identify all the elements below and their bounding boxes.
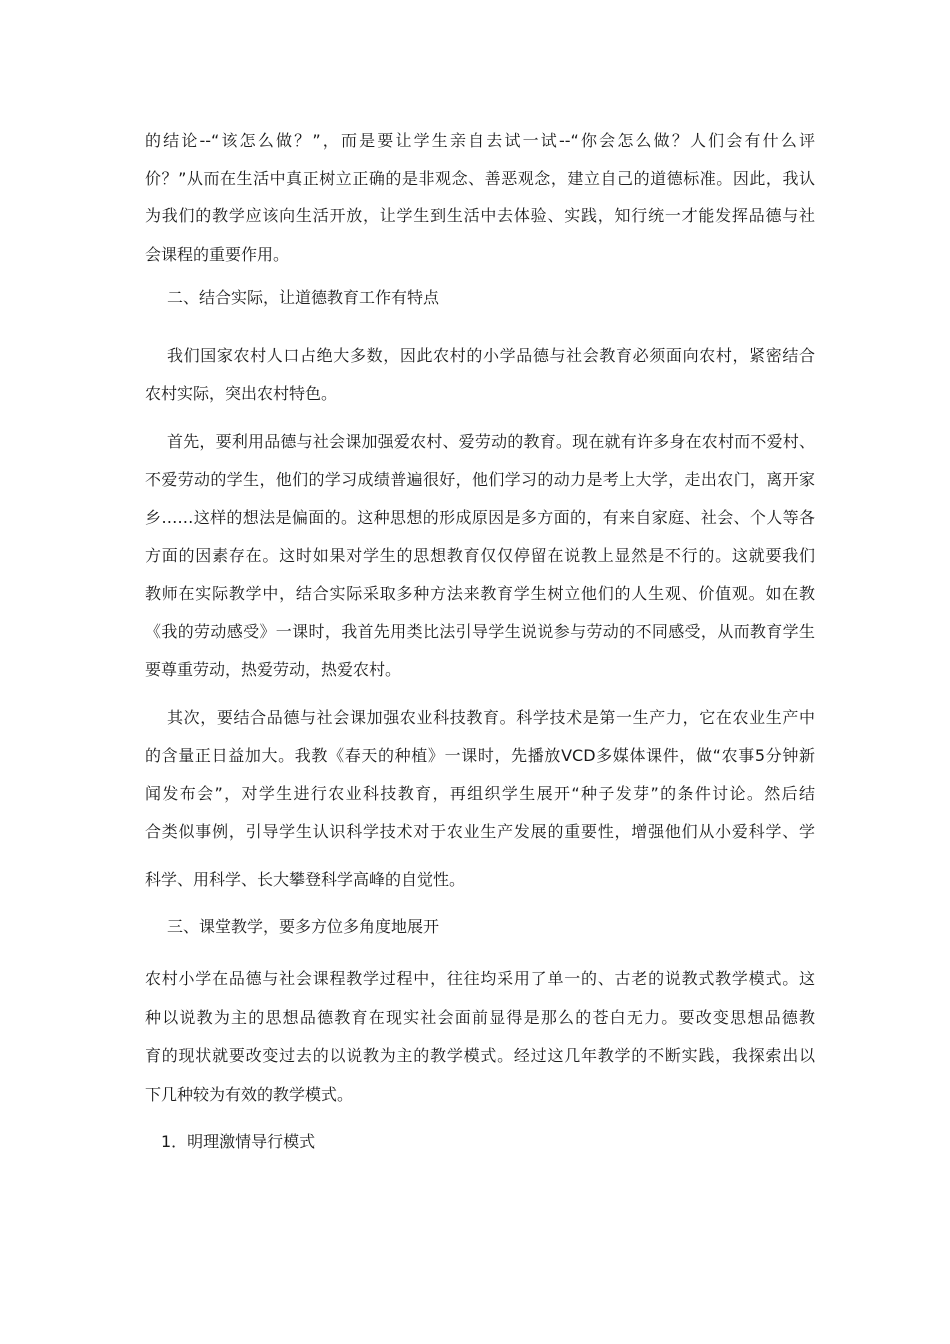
text-line: 首先，要利用品德与社会课加强爱农村、爱劳动的教育。现在就有许多身在农村而不爱村、	[167, 432, 815, 451]
text-line: 种以说教为主的思想品德教育在现实社会面前显得是那么的苍白无力。要改变思想品德教	[145, 1008, 815, 1027]
text-line: 合类似事例，引导学生认识科学技术对于农业生产发展的重要性，增强他们从小爱科学、学	[145, 822, 815, 841]
text-line: 1．明理激情导行模式	[161, 1132, 316, 1151]
text-line: 下几种较为有效的教学模式。	[145, 1085, 354, 1104]
text-line: 价？”从而在生活中真正树立正确的是非观念、善恶观念，建立自己的道德标准。因此，我认	[145, 169, 815, 188]
text-line: 的含量正日益加大。我教《春天的种植》一课时，先播放VCD多媒体课件，做“农事5分钟新	[145, 746, 815, 765]
text-line: 不爱劳动的学生，他们的学习成绩普遍很好，他们学习的动力是考上大学，走出农门，离开家	[145, 470, 815, 489]
text-line: 农村小学在品德与社会课程教学过程中，往往均采用了单一的、古老的说教式教学模式。这	[145, 969, 815, 988]
text-line: 《我的劳动感受》一课时，我首先用类比法引导学生说说参与劳动的不同感受，从而教育学生	[145, 622, 815, 641]
text-line: 三、课堂教学，要多方位多角度地展开	[167, 917, 440, 936]
text-line: 会课程的重要作用。	[145, 245, 290, 264]
text-line: 为我们的教学应该向生活开放，让学生到生活中去体验、实践，知行统一才能发挥品德与社	[145, 206, 815, 225]
text-line: 闻发布会”，对学生进行农业科技教育，再组织学生展开“种子发芽”的条件讨论。然后结	[145, 784, 815, 803]
text-line: 的结论--“该怎么做？”，而是要让学生亲自去试一试--“你会怎么做？人们会有什么评	[145, 131, 815, 150]
text-line: 方面的因素存在。这时如果对学生的思想教育仅仅停留在说教上显然是不行的。这就要我们	[145, 546, 815, 565]
text-line: 二、结合实际，让道德教育工作有特点	[167, 288, 440, 307]
text-line: 乡……这样的想法是偏面的。这种思想的形成原因是多方面的，有来自家庭、社会、个人等各	[145, 508, 815, 527]
text-line: 农村实际，突出农村特色。	[145, 384, 338, 403]
text-line: 科学、用科学、长大攀登科学高峰的自觉性。	[145, 870, 466, 889]
text-line: 要尊重劳动，热爱劳动，热爱农村。	[145, 660, 402, 679]
text-line: 育的现状就要改变过去的以说教为主的教学模式。经过这几年教学的不断实践，我探索出以	[145, 1046, 815, 1065]
text-line: 其次，要结合品德与社会课加强农业科技教育。科学技术是第一生产力，它在农业生产中	[167, 708, 815, 727]
text-line: 我们国家农村人口占绝大多数，因此农村的小学品德与社会教育必须面向农村，紧密结合	[167, 346, 815, 365]
text-line: 教师在实际教学中，结合实际采取多种方法来教育学生树立他们的人生观、价值观。如在教	[145, 584, 815, 603]
